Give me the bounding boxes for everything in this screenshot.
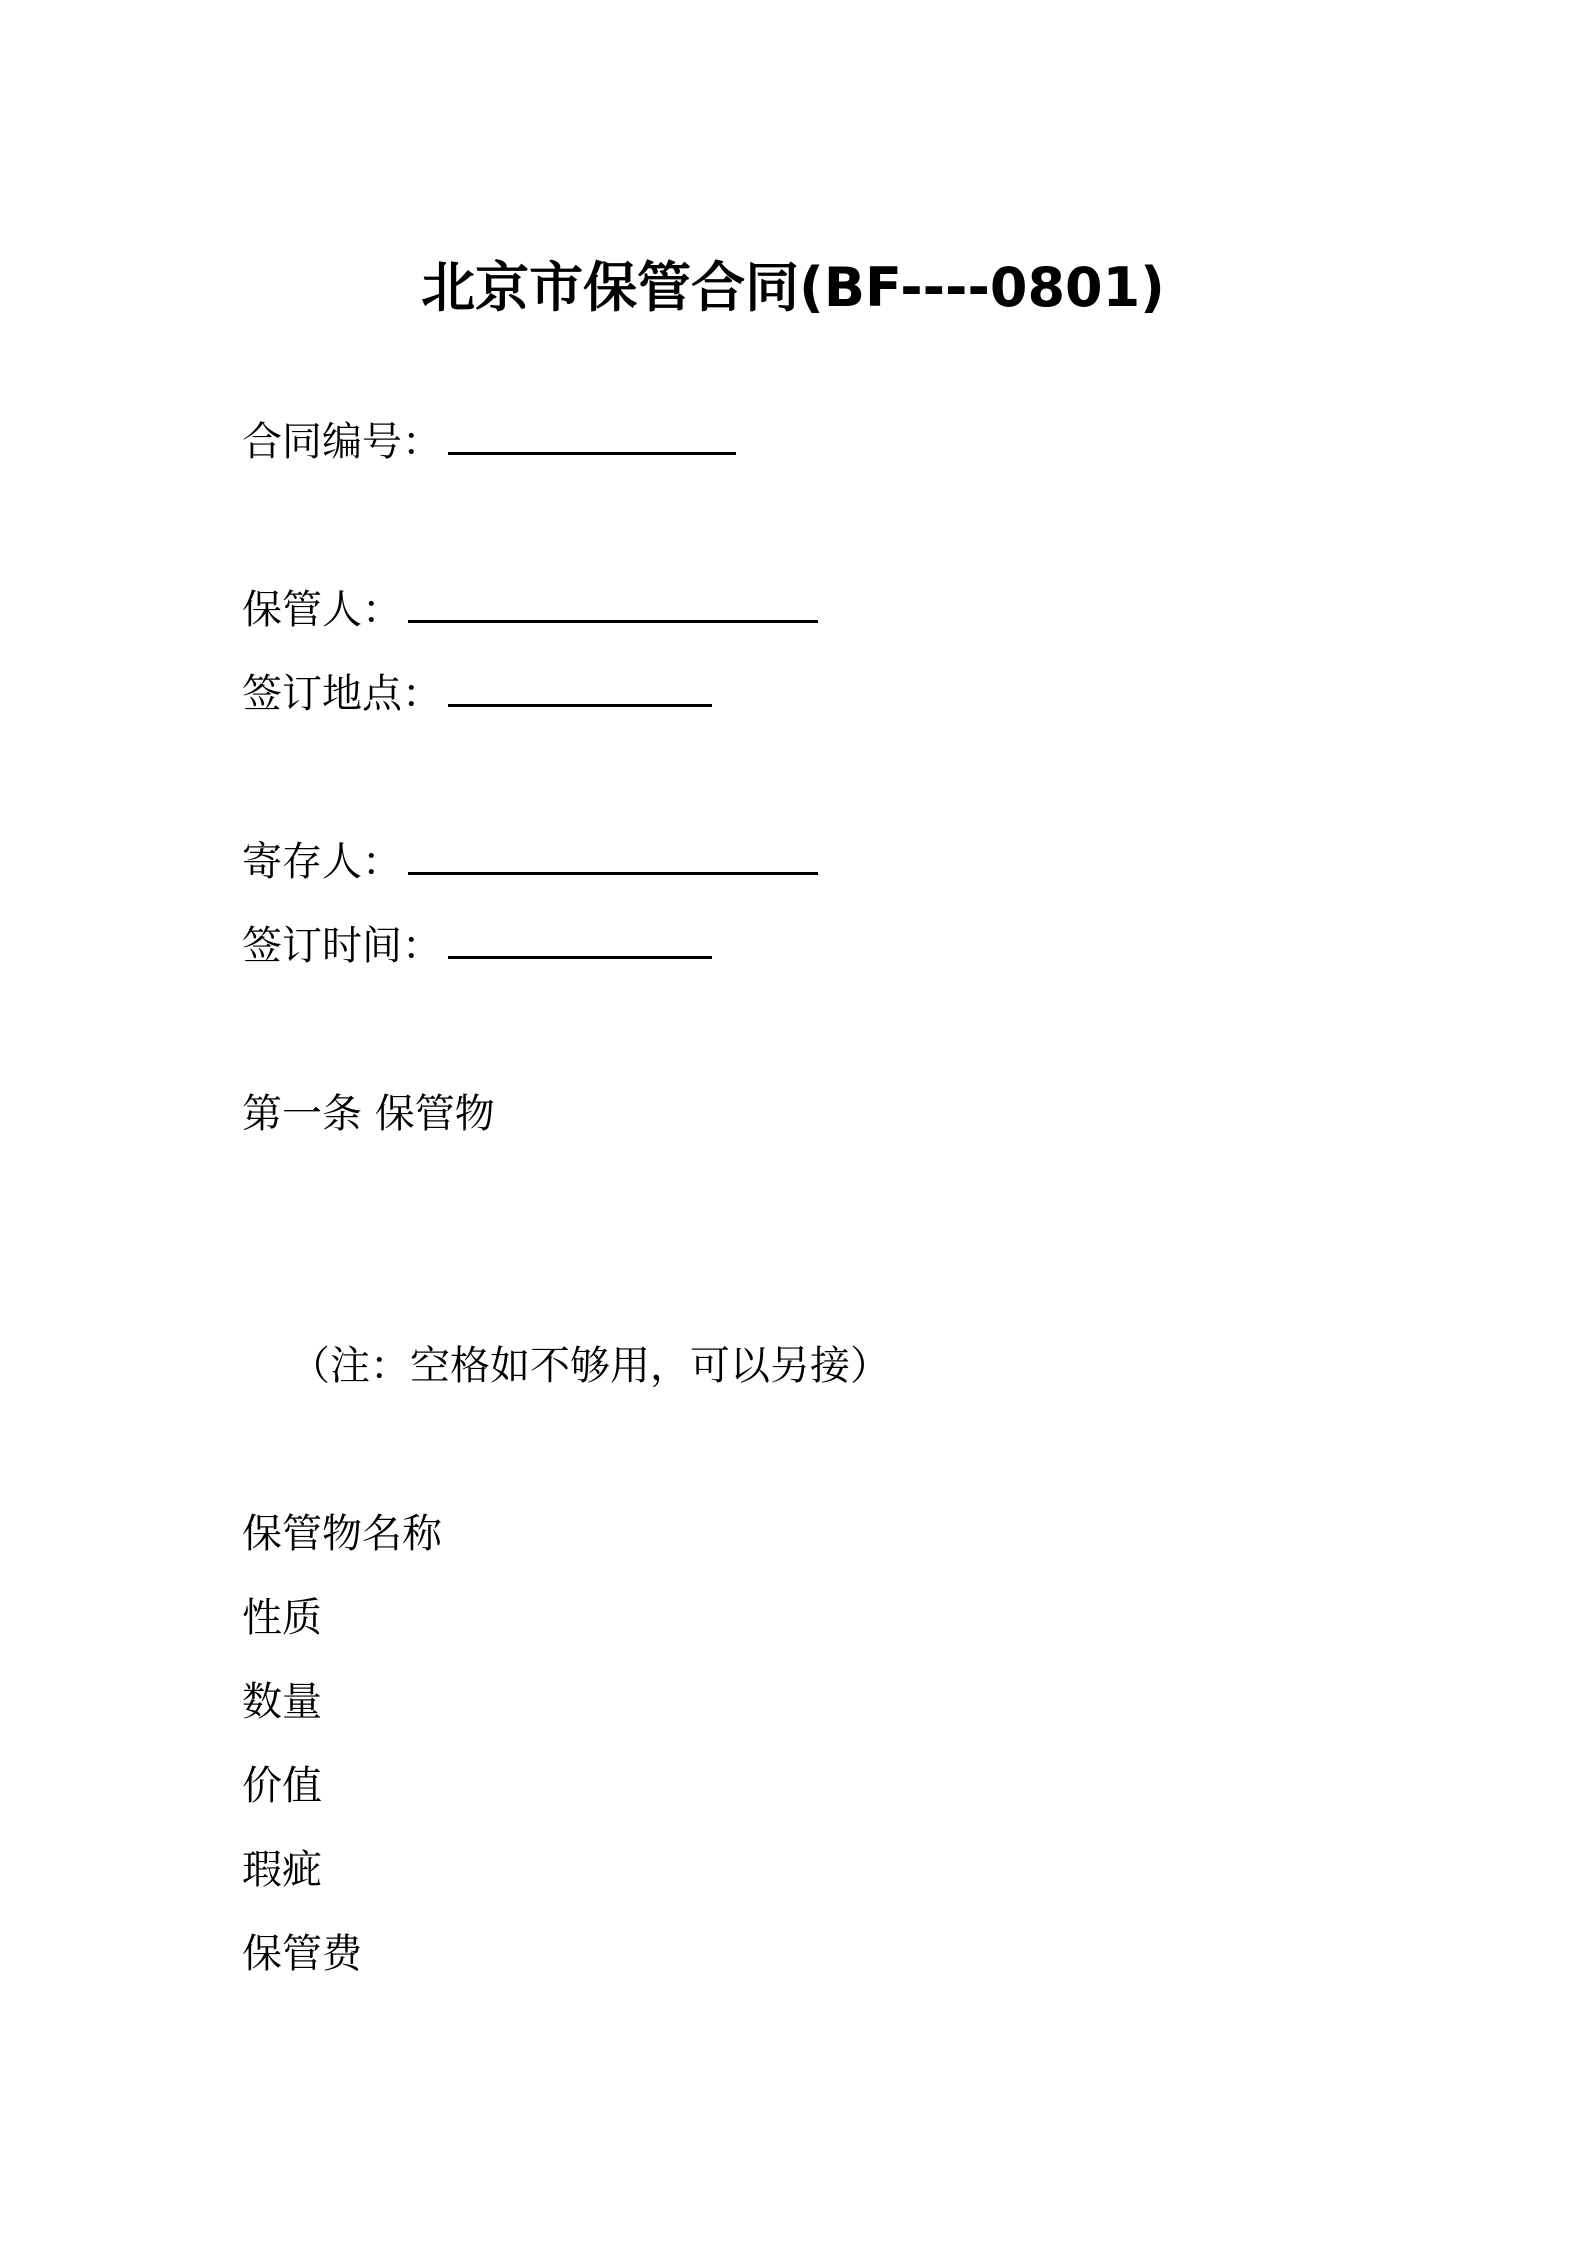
signing-place-row [242,666,712,722]
item-nature: 性质 [242,1595,322,1641]
item-name: 保管物名称 [242,1511,442,1557]
custodian-label: 保管人： [242,587,402,633]
item-fee: 保管费 [242,1931,362,1977]
contract-number-label: 合同编号： [242,419,442,465]
item-value: 价值 [242,1763,322,1809]
contract-number-blank [448,422,736,455]
item-defect: 瑕疵 [242,1847,322,1893]
custodian-blank [408,590,818,623]
contract-number-row [242,414,736,470]
signing-time-blank [448,926,712,959]
depositor-label: 寄存人： [242,839,402,885]
depositor-row [242,834,818,890]
signing-place-blank [448,674,712,707]
depositor-blank [408,842,818,875]
signing-time-label: 签订时间： [242,923,442,969]
item-quantity: 数量 [242,1679,322,1725]
signing-place-label: 签订地点： [242,671,442,717]
custodian-row [242,582,818,638]
article-one-heading: 第一条 保管物 [242,1091,495,1137]
page-title: 北京市保管合同(BF----0801) [421,256,1165,319]
signing-time-row [242,918,712,974]
note-text: （注：空格如不够用，可以另接） [290,1343,890,1389]
